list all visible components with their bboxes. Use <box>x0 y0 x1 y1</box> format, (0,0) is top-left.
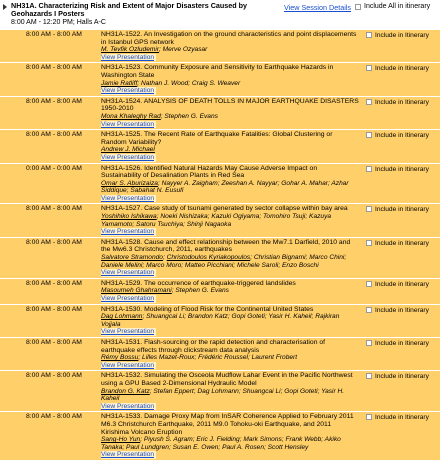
include-all-checkbox[interactable] <box>355 4 361 10</box>
co-authors: ; Lilles Mazet-Roux; Frédéric Roussel; Laurent Frobert <box>138 354 298 362</box>
presentation-content <box>101 63 359 95</box>
presentation-content <box>101 204 359 236</box>
presentation-authors <box>101 113 359 121</box>
include-label: Include in Itinerary <box>375 239 429 247</box>
presentation-authors <box>101 146 359 154</box>
presentation-authors <box>101 287 359 295</box>
include-checkbox[interactable] <box>366 99 372 105</box>
include-in-itinerary-control[interactable] <box>359 63 440 95</box>
lead-author: Salvatore Stramondo <box>101 254 163 262</box>
presentation-time: 8:00 AM - 8:00 AM <box>26 31 82 38</box>
include-label: Include in Itinerary <box>375 280 429 288</box>
presentation-row <box>0 97 440 130</box>
lead-author: Omar S. Aburizaiza <box>101 179 158 187</box>
presentation-row <box>0 338 440 371</box>
co-authors: ; Nayyer A. Zaigham; Zeeshan A. Nayyar; Gohar A. Mahar; Azhar Siddique; Sabahat N. Eusufi <box>101 179 349 195</box>
include-checkbox[interactable] <box>366 240 372 246</box>
presentation-time: 8:00 AM - 8:00 AM <box>26 131 82 139</box>
include-in-itinerary-control[interactable] <box>359 371 440 411</box>
presentation-title: NH31A-1533. Damage Proxy Map from InSAR Coherence Applied to February 2011 M6.3 Christchurch Earthquake, 2011 M9.0 Tohoku-oki Earthquake, and 2011 Kirishima Volcano Eruption <box>101 413 354 436</box>
presentation-row <box>0 63 440 96</box>
presentation-authors <box>101 436 359 451</box>
co-authors: ; Shuangcai Li; Brandon Katz; Gopi Goteti; Yasir H. Kaheil; Rajkiran Vojjala <box>101 313 340 328</box>
presentation-time: 8:00 AM - 8:00 AM <box>26 205 82 213</box>
presentation-title: NH31A-1528. Cause and effect relationship between the Mw7.1 Darfield, 2010 and the Mw6.3 Christchurch, 2011, earthquakes <box>101 238 351 254</box>
include-label: Include in Itinerary <box>375 206 429 214</box>
presentation-authors <box>101 46 359 54</box>
lead-author-2: Christodoulos Kyriakopoulos <box>166 254 251 262</box>
co-authors: ; Stephen G. Evans <box>171 287 229 295</box>
include-in-itinerary-control[interactable] <box>359 412 440 460</box>
co-authors: ; Nathan J. Wood; Craig S. Weaver <box>137 79 241 87</box>
view-session-details-link[interactable]: View Session Details <box>284 3 351 12</box>
include-label: Include in Itinerary <box>375 165 429 173</box>
include-checkbox[interactable] <box>366 166 372 172</box>
include-checkbox[interactable] <box>366 32 372 38</box>
presentation-title: NH31A-1523. Community Exposure and Sensitivity to Earthquake Hazards in Washington State <box>101 64 334 79</box>
include-checkbox[interactable] <box>366 414 372 420</box>
presentation-content <box>101 305 359 337</box>
presentation-time: 8:00 AM - 8:00 AM <box>26 413 82 421</box>
presentation-content <box>101 164 359 204</box>
presentation-title: NH31A-1529. The occurrence of earthquake-triggered landslides <box>101 279 296 287</box>
view-presentation-link[interactable]: View Presentation <box>101 53 155 61</box>
include-in-itinerary-control[interactable] <box>359 279 440 304</box>
view-presentation-link[interactable]: View Presentation <box>101 361 155 369</box>
presentation-row <box>0 130 440 163</box>
include-in-itinerary-control[interactable] <box>359 238 440 278</box>
presentation-row <box>0 30 440 63</box>
include-in-itinerary-control[interactable] <box>359 338 440 370</box>
view-presentation-link[interactable]: View Presentation <box>101 228 155 236</box>
presentation-content <box>101 279 359 304</box>
lead-author: Sang-Ho Yun <box>101 436 141 444</box>
include-checkbox[interactable] <box>366 307 372 313</box>
co-authors: ; Stephen G. Evans <box>160 112 218 120</box>
lead-author: Yoshihiko Ishikawa <box>101 213 157 221</box>
presentation-time: 8:00 AM - 8:00 AM <box>26 97 82 105</box>
include-label: Include in Itinerary <box>375 98 429 106</box>
lead-author: Andrew J. Michael <box>101 146 155 154</box>
presentation-authors <box>101 80 359 88</box>
presentation-title: NH31A-1527. Case study of tsunami generated by sector collapse within bay area <box>101 205 348 213</box>
include-in-itinerary-control[interactable] <box>359 305 440 337</box>
view-presentation-link[interactable]: View Presentation <box>101 451 155 459</box>
presentation-content <box>101 338 359 370</box>
lead-author: M. Tevfik Ozludemir <box>101 46 160 54</box>
presentation-list <box>0 30 440 461</box>
session-title: NH31A. Characterizing Risk and Extent of Major Disasters Caused by Geohazards I Posters <box>11 1 248 19</box>
include-label: Include in Itinerary <box>375 373 429 381</box>
presentation-time: 8:00 AM - 8:00 AM <box>26 279 82 287</box>
presentation-row <box>0 204 440 237</box>
presentation-title: NH31A-1522. An Investigation on the ground characteristics and point displacements in Istanbul GPS network <box>101 31 357 46</box>
include-checkbox[interactable] <box>366 340 372 346</box>
lead-author: Mona Khaleghy Rad <box>101 112 161 120</box>
presentation-row <box>0 412 440 461</box>
include-label: Include in Itinerary <box>375 339 429 347</box>
co-authors: ; Merve Ozyasar <box>159 46 208 54</box>
include-in-itinerary-control[interactable] <box>359 130 440 162</box>
presentation-authors <box>101 354 359 362</box>
include-all-label: Include All in itinerary <box>364 3 431 10</box>
lead-author: Dag Lohmann <box>101 313 143 321</box>
co-authors: ; Piyush S. Agram; Eric J. Fielding; Mark Simons; Frank Webb; Akiko Tanaka; Paul Lundgren; Susan E. Owen; Paul A. Rosen; Scott Hensley <box>101 436 341 451</box>
include-label: Include in Itinerary <box>375 414 429 422</box>
presentation-authors: Salvatore Stramondo; Christodoulos Kyriakopoulos; Christian Bignami; Marco Chini; Daniele Melini; Marco Moro; Matteo Picchiani; Michele Saroli; Enzo Boschi <box>101 254 347 269</box>
presentation-time: 8:00 AM - 8:00 AM <box>26 305 82 313</box>
presentation-title: NH31A-1524. ANALYSIS OF DEATH TOLLS IN MAJOR EARTHQUAKE DISASTERS 1950-2010 <box>101 97 359 113</box>
include-checkbox[interactable] <box>366 373 372 379</box>
view-presentation-link[interactable]: View Presentation <box>101 153 155 161</box>
presentation-authors <box>101 388 359 403</box>
presentation-title: NH31A-1530. Modeling of Flood Risk for the Continental United States <box>101 305 314 313</box>
presentation-time: 8:00 AM - 8:00 AM <box>26 372 82 380</box>
presentation-row <box>0 164 440 205</box>
presentation-authors <box>101 313 359 328</box>
view-presentation-link[interactable]: View Presentation <box>101 328 155 336</box>
presentation-time: 8:00 AM - 8:00 AM <box>26 338 82 346</box>
view-presentation-link[interactable]: View Presentation <box>101 120 155 128</box>
presentation-row <box>0 305 440 338</box>
view-presentation-link[interactable]: View Presentation <box>101 87 155 95</box>
view-presentation-link[interactable]: View Presentation <box>101 194 155 202</box>
lead-author: Jamie Ratliff <box>101 79 138 87</box>
view-presentation-link[interactable]: View Presentation <box>101 269 155 277</box>
include-in-itinerary-control[interactable] <box>359 204 440 236</box>
collapse-triangle-icon[interactable] <box>3 4 7 10</box>
co-authors: ; Christian Bignami; Marco Chini; Daniele Melini; Marco Moro; Matteo Picchiani; Michele Saroli; Enzo Boschi <box>101 254 347 269</box>
include-label: Include in Itinerary <box>375 306 429 314</box>
lead-author: Brandon G. Katz <box>101 387 150 395</box>
presentation-time: 8:00 AM - 8:00 AM <box>26 238 82 246</box>
include-checkbox[interactable] <box>366 65 372 71</box>
presentation-content <box>101 238 359 278</box>
co-authors: ; Stefan Eppert; Dag Lohmann; Shuangcai Li; Gopi Goteti; Yasir H. Kaheil <box>101 387 345 403</box>
include-label: Include in Itinerary <box>375 132 429 140</box>
presentation-row <box>0 238 440 279</box>
presentation-title: NH31A-1525. The Recent Rate of Earthquake Fatalities: Global Clustering or Random Variability? <box>101 131 333 146</box>
co-authors: ; Noeki Nishizaka; Kazuki Ogiyama; Tomohiro Tsuji; Kazuya Yamamoto; Satoru Tsuchiya; Shinji Nagaoka <box>101 213 332 228</box>
include-in-itinerary-control[interactable] <box>359 164 440 204</box>
presentation-time: 0:00 AM - 0:00 AM <box>26 164 82 172</box>
presentation-content <box>101 371 359 411</box>
presentation-time: 8:00 AM - 8:00 AM <box>26 64 82 72</box>
include-in-itinerary-control[interactable] <box>359 30 440 62</box>
presentation-content <box>101 130 359 162</box>
session-header <box>0 0 440 30</box>
presentation-row <box>0 279 440 305</box>
view-presentation-link[interactable]: View Presentation <box>101 295 155 302</box>
presentation-authors <box>101 180 359 195</box>
presentation-title: NH31A-1531. Flash-sourcing or the rapid detection and characterisation of earthquake effects through clickstream data analysis <box>101 338 326 354</box>
include-label: Include in Itinerary <box>375 65 429 73</box>
presentation-content <box>101 97 359 129</box>
include-all-control[interactable] <box>355 3 430 10</box>
presentation-authors <box>101 213 359 228</box>
lead-author: Rémy Bossu <box>101 354 139 362</box>
include-checkbox[interactable] <box>366 206 372 212</box>
presentation-content <box>101 30 359 62</box>
lead-author: Masoumeh Ghahramani <box>101 287 172 295</box>
view-presentation-link[interactable]: View Presentation <box>101 402 155 410</box>
presentation-title: NH31A-1526. Identified Natural Hazards May Cause Adverse Impact on Sustainability of Desalination Plants in Red Sea <box>101 164 318 180</box>
presentation-content <box>101 412 359 460</box>
include-checkbox[interactable] <box>366 132 372 138</box>
presentation-title: NH31A-1532. Simulating the Osceola Mudflow Lahar Event in the Pacific Northwest using a GPU Based 2-Dimensional Hydraulic Model <box>101 372 353 387</box>
session-time: 8:00 AM - 12:20 PM; Halls A-C <box>11 19 106 26</box>
presentation-row <box>0 371 440 412</box>
include-checkbox[interactable] <box>366 281 372 287</box>
include-label: Include in Itinerary <box>375 32 429 39</box>
include-in-itinerary-control[interactable] <box>359 97 440 129</box>
